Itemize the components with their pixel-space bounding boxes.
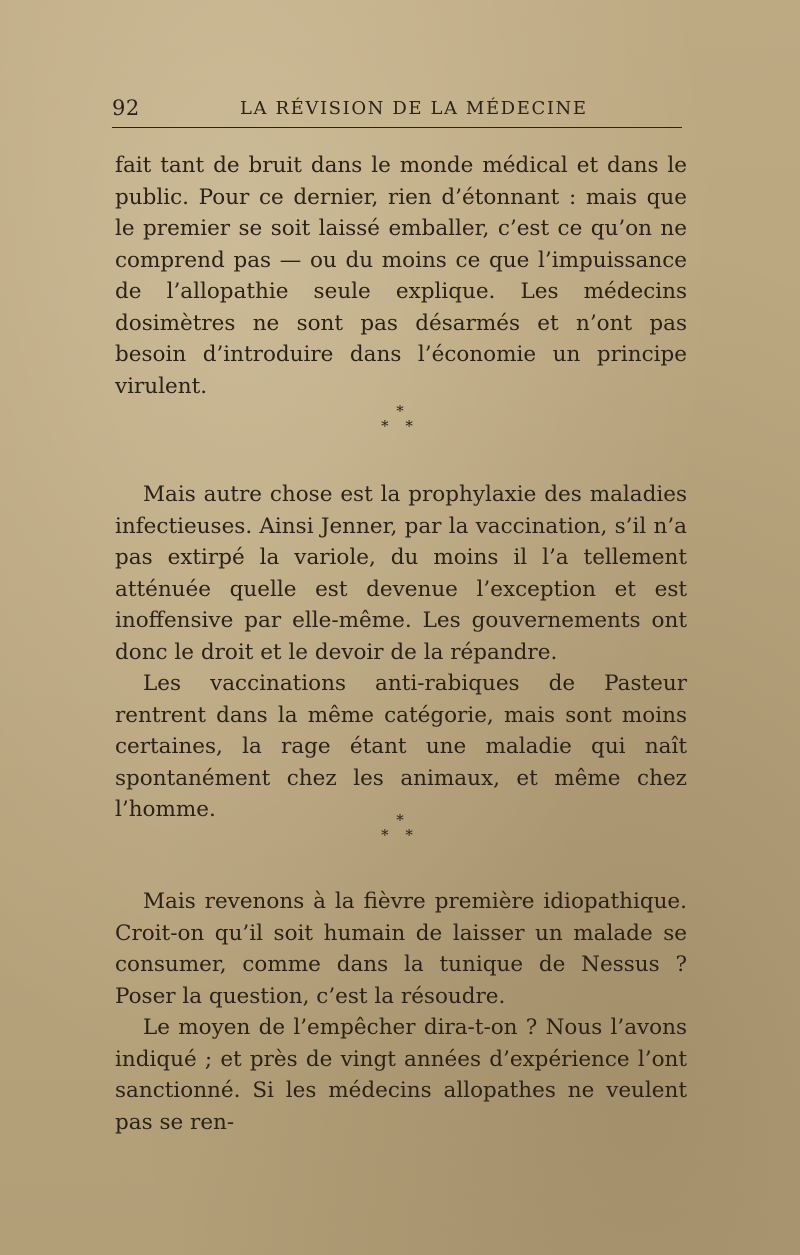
asterism-2 bbox=[370, 813, 430, 853]
header-rule bbox=[112, 127, 682, 128]
asterism-top: * bbox=[396, 402, 404, 420]
page-number: 92 bbox=[112, 96, 140, 120]
running-head bbox=[112, 96, 682, 122]
section-3 bbox=[115, 886, 687, 1138]
asterism-bottom: * * bbox=[381, 417, 419, 435]
section-1 bbox=[115, 150, 687, 402]
paragraph: Le moyen de l’empêcher dira-t-on ? Nous l’avons indiqué ; et près de vingt années d’expérience l’ont sanctionné. Si les médecins allopathes ne veulent pas se ren- bbox=[115, 1015, 687, 1135]
running-title: LA RÉVISION DE LA MÉDECINE bbox=[240, 98, 588, 119]
paragraph: Mais revenons à la fièvre première idiopathique. Croit-on qu’il soit humain de laisser un malade se consumer, comme dans la tunique de Nessus ? Poser la question, c’est la résoudre. bbox=[115, 889, 687, 1009]
paragraph: fait tant de bruit dans le monde médical et dans le public. Pour ce dernier, rien d’étonnant : mais que le premier se soit laissé emballer, c’est ce qu’on ne comprend pas — ou du moins ce que l’impuissance de l’allopathie seule explique. Les médecins dosimètres ne sont pas désarmés et n’ont pas besoin d’introduire dans l’économie un principe virulent. bbox=[115, 153, 687, 399]
paragraph: Mais autre chose est la prophylaxie des maladies infectieuses. Ainsi Jenner, par la vaccination, s’il n’a pas extirpé la variole, du moins il l’a tellement atténuée quelle est devenue l’exception et est inoffensive par elle-même. Les gouvernements ont donc le droit et le devoir de la répandre. bbox=[115, 482, 687, 665]
asterism-bottom: * * bbox=[381, 826, 419, 844]
paragraph: Les vaccinations anti-rabiques de Pasteur rentrent dans la même catégorie, mais sont moins certaines, la rage étant une maladie qui naît spontanément chez les animaux, et même chez l’homme. bbox=[115, 671, 687, 822]
asterism-top: * bbox=[396, 811, 404, 829]
section-2 bbox=[115, 479, 687, 829]
asterism-1 bbox=[370, 404, 430, 444]
